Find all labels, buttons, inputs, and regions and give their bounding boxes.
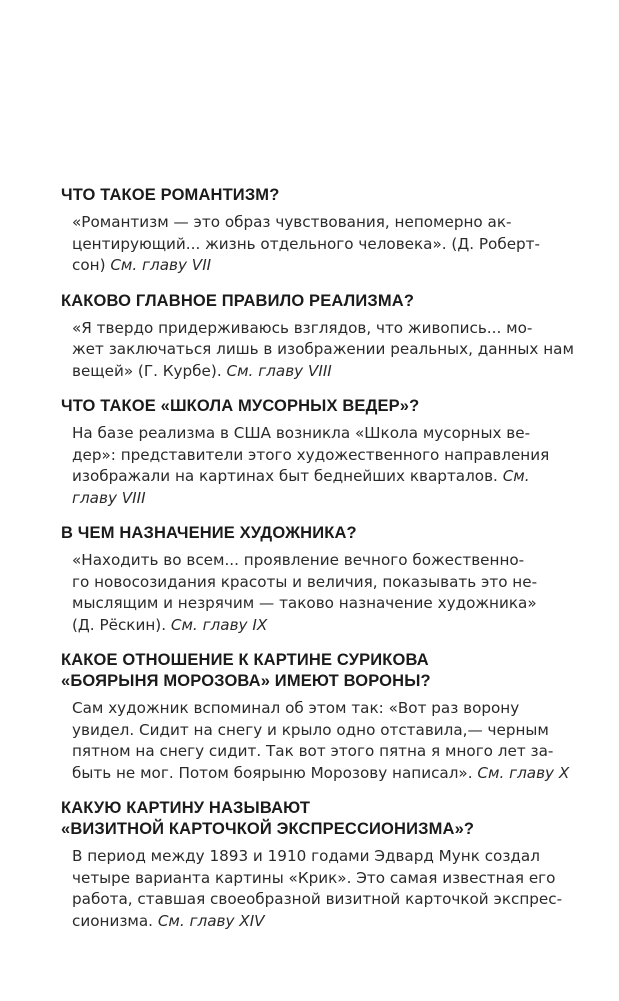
book-page xyxy=(61,185,574,946)
qa-section xyxy=(61,650,570,784)
chapter-reference: См. главу XIV xyxy=(157,911,265,930)
answer-text: Сам художник вспоминал об этом так: «Вот раз ворону увидел. Сидит на снегу и крыло одно отставила,— черным пятном на снегу сидит. Так вот этого пятна я много лет за- быть не мог. Потом боярыню Морозову написал». См. главу X xyxy=(72,699,570,782)
qa-section xyxy=(61,291,574,383)
qa-section xyxy=(61,798,563,932)
question-heading: ЧТО ТАКОЕ РОМАНТИЗМ? xyxy=(61,186,280,204)
question-heading: КАКУЮ КАРТИНУ НАЗЫВАЮТ «ВИЗИТНОЙ КАРТОЧКОЙ ЭКСПРЕССИОНИЗМА»? xyxy=(61,799,475,838)
chapter-reference: См. xyxy=(502,467,530,485)
qa-section xyxy=(61,185,541,277)
question-heading: В ЧЕМ НАЗНАЧЕНИЕ ХУДОЖНИКА? xyxy=(61,524,357,542)
question-heading: ЧТО ТАКОЕ «ШКОЛА МУСОРНЫХ ВЕДЕР»? xyxy=(61,397,420,415)
qa-section xyxy=(61,396,550,509)
question-heading: КАКОВО ГЛАВНОЕ ПРАВИЛО РЕАЛИЗМА? xyxy=(61,291,415,310)
answer-text: На базе реализма в США возникла «Школа мусорных ве- дер»: представители этого художественного направления изображали на картинах быт беднейших кварталов. См. главу VIII xyxy=(72,423,535,509)
chapter-reference: См. главу VII xyxy=(110,256,212,274)
chapter-reference: См. главу IX xyxy=(170,615,268,634)
answer-text: В период между 1893 и 1910 годами Эдвард Мунк создал четыре варианта картины «Крик». Это самая известная его работа, ставшая своеобразной визитной карточкой экспрес- сионизма. См. главу XIV xyxy=(72,847,563,930)
chapter-reference-continued: главу VIII xyxy=(72,488,146,507)
qa-section xyxy=(61,523,538,636)
answer-text: «Романтизм — это образ чувствования, непомерно ак- центирующий... жизнь отдельного человека». (Д. Роберт- сон) См. главу VII xyxy=(72,213,541,274)
chapter-reference: См. главу X xyxy=(477,763,570,782)
answer-text: «Находить во всем... проявление вечного божественно- го новосозидания красоты и величия, показывать это не- мыслящим и незрячим — таково назначение художника» (Д. Рёскин). См. главу IX xyxy=(72,551,538,634)
answer-text: «Я твердо придерживаюсь взглядов, что живопись... мо- жет заключаться лишь в изображении реальных, данных нам вещей» (Г. Курбе). См. главу VIII xyxy=(72,318,574,380)
question-heading: КАКОЕ ОТНОШЕНИЕ К КАРТИНЕ СУРИКОВА «БОЯРЫНЯ МОРОЗОВА» ИМЕЮТ ВОРОНЫ? xyxy=(61,651,431,690)
chapter-reference: См. главу VIII xyxy=(226,361,332,380)
